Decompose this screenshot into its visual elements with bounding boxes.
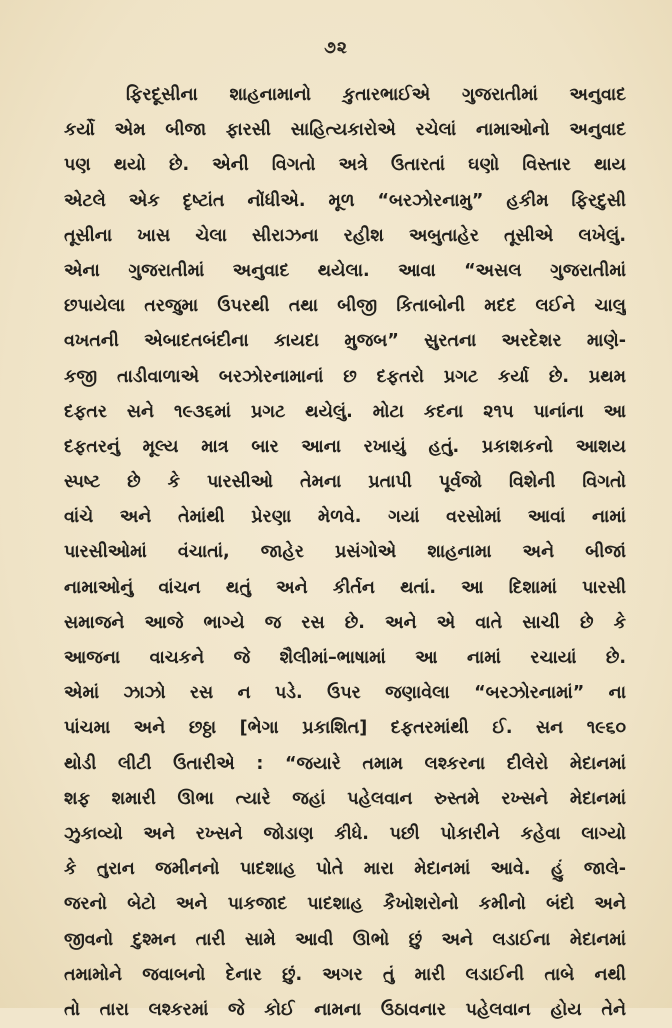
text-line: જરનો બેટો અને પાકજાદ પાદશાહ કૈખોશરોનો કમીનો બંદો અને <box>64 894 626 915</box>
text-line: પણ થયો છે. એની વિગતો અત્રે ઉતારતાં ઘણો વિસ્તાર થાય <box>64 155 626 176</box>
text-line: કજી તાડીવાળાએ બરઝોરનામાનાં છ દફતરો પ્રગટ કર્યા છે. પ્રથમ <box>64 366 626 387</box>
text-line: શફ શમારી ઊભા ત્યારે જહાં પહેલવાન રુસ્તમે રખ્સને મેદાનમાં <box>64 788 626 809</box>
text-line: પાંચમા અને છઠ્ઠા [ભેગા પ્રકાશિત] દફતરમાંથી ઈ. સન ૧૯૬૦ <box>64 718 626 739</box>
body-text <box>64 78 626 1028</box>
text-line: એટલે એક દૃષ્ટાંત નોંધીએ. મૂળ “બરઝોરનામુ” હકીમ ફિરદુસી <box>64 190 626 211</box>
text-line: દફતરનું મૂલ્ય માત્ર બાર આના રખાયું હતું. પ્રકાશકનો આશય <box>64 436 626 457</box>
text-line: દફતર સને ૧૯૩૬માં પ્રગટ થયેલું. મોટા કદના ૨૧૫ પાનાંના આ <box>64 401 626 422</box>
text-line: તમામોને જવાબનો દેનાર છું. અગર તું મારી લડાઈની તાબે નથી <box>64 964 626 985</box>
text-line: છપાયેલા તરજુમા ઉપરથી તથા બીજી કિતાબોની મદદ લઈને ચાલુ <box>64 296 626 317</box>
text-line: એના ગુજરાતીમાં અનુવાદ થયેલા. આવા “અસલ ગુજરાતીમાં <box>64 260 626 281</box>
text-line: થોડી લીટી ઉતારીએ : “જયારે તમામ લશ્કરના દીલેરો મેદાનમાં <box>64 753 626 774</box>
text-line: પારસીઓમાં વંચાતાં, જાહેર પ્રસંગોએ શાહનામા અને બીજાં <box>64 542 626 563</box>
text-line: ઝુકાવ્યો અને રખ્સને જોડાણ કીધે. પછી પોકારીને કહેવા લાગ્યો <box>64 823 626 844</box>
text-line: વાંચે અને તેમાંથી પ્રેરણા મેળવે. ગયાં વરસોમાં આવાં નામાં <box>64 507 626 528</box>
text-line: તૂસીના ખાસ ચેલા સીરાઝના રહીશ અબુતાહેર તૂસીએ લખેલું. <box>64 225 626 246</box>
text-line: તો તારા લશ્કરમાં જે કોઈ નામના ઉઠાવનાર પહેલવાન હોય તેને <box>64 999 626 1020</box>
text-line: જીવનો દુશ્મન તારી સામે આવી ઊભો છું અને લડાઈના મેદાનમાં <box>64 929 626 950</box>
text-line: આજના વાચકને જે શૈલીમાં–ભાષામાં આ નામાં રચાયાં છે. <box>64 648 626 668</box>
text-line: સ્પષ્ટ છે કે પારસીઓ તેમના પ્રતાપી પૂર્વજો વિશેની વિગતો <box>64 472 626 493</box>
text-line: વખતની એબાદતબંદીના કાયદા મુજબ” સુરતના અરદેશર માણે- <box>64 331 626 352</box>
text-line: કે તુરાન જમીનનો પાદશાહ પોતે મારા મેદાનમાં આવે. હું જાલે- <box>64 859 626 880</box>
text-line: ફિરદૂસીના શાહનામાનો કુતારભાઈએ ગુજરાતીમાં અનુવાદ <box>126 85 626 105</box>
text-line: કર્યો એમ બીજા ફારસી સાહિત્યકારોએ રચેલાં નામાઓનો અનુવાદ <box>64 120 626 141</box>
text-line: નામાઓનું વાંચન થતું અને કીર્તન થતાં. આ દિશામાં પારસી <box>64 577 626 598</box>
text-line: એમાં ઝાઝો રસ ન પડે. ઉપર જણાવેલા “બરઝોરનામાં” ના <box>64 683 626 704</box>
page-number: ૭૨ <box>324 38 348 58</box>
text-line: સમાજને આજે ભાગ્યે જ રસ છે. અને એ વાતે સાચી છે કે <box>64 612 626 633</box>
